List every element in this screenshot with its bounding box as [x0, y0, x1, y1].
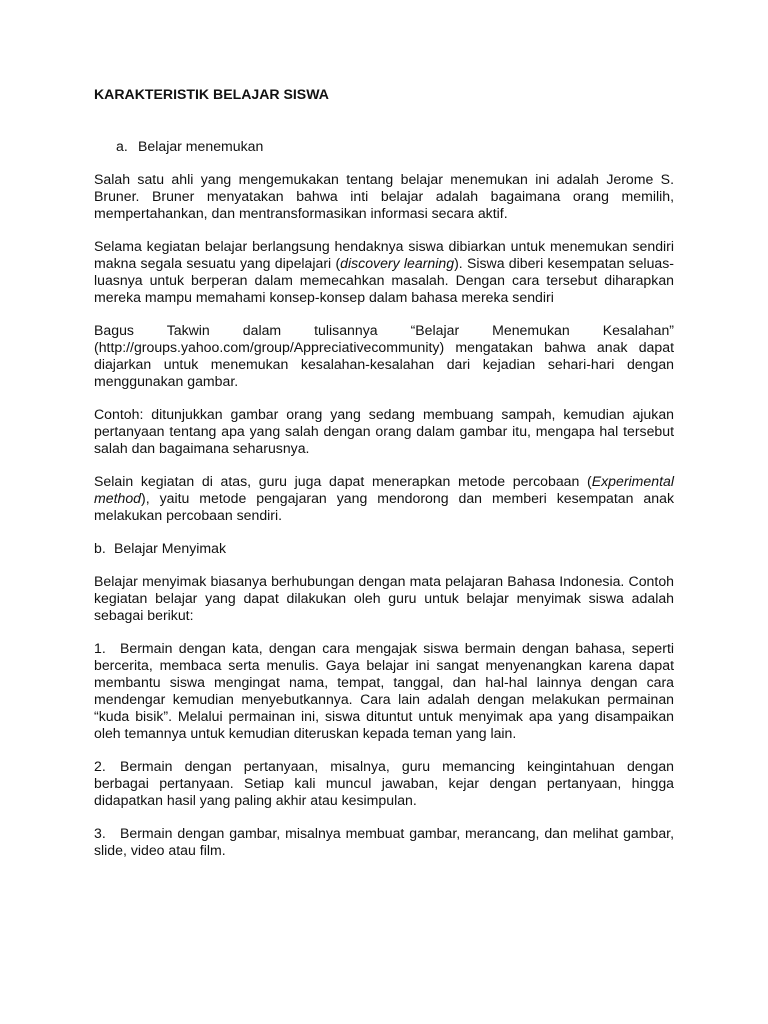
list-item-2-number: 2. [94, 758, 106, 774]
paragraph-4: Contoh: ditunjukkan gambar orang yang sedang membuang sampah, kemudian ajukan pertanyaan tentang apa yang salah dengan orang dalam gambar itu, mengapa hal tersebut salah dan bagaimana seharusnya. [94, 406, 674, 456]
paragraph-5-after: ), yaitu metode pengajaran yang mendorong dan memberi kesempatan anak melakukan percobaan sendiri. [94, 490, 674, 523]
list-item-1-text: Bermain dengan kata, dengan cara mengajak siswa bermain dengan bahasa, seperti bercerita, membaca serta menulis. Gaya belajar ini sangat menyenangkan karena dapat membantu siswa mengingat nama, tempat, tanggal, dan hal-hal lainnya dengan cara mendengar kemudian menyebutkannya. Cara lain adalah dengan melakukan permainan “kuda bisik”. Melalui permainan ini, siswa dituntut untuk menyimak apa yang disampaikan oleh temannya untuk kemudian diteruskan kepada teman yang lain. [94, 640, 674, 741]
paragraph-5 [94, 473, 674, 524]
list-item-1 [94, 640, 674, 742]
paragraph-2-italic: discovery learning [340, 255, 455, 271]
section-a-marker: a. [116, 138, 128, 154]
paragraph-5-before: Selain kegiatan di atas, guru juga dapat menerapkan metode percobaan ( [94, 473, 592, 489]
list-item-3-text: Bermain dengan gambar, misalnya membuat gambar, merancang, dan melihat gambar, slide, video atau film. [94, 825, 674, 858]
paragraph-2-before: Selama kegiatan belajar berlangsung hendaknya siswa dibiarkan untuk menemukan sendiri makna segala sesuatu yang dipelajari ( [94, 238, 674, 271]
paragraph-3: Bagus Takwin dalam tulisannya “Belajar Menemukan Kesalahan” (http://groups.yahoo.com/group/Appreciativecommunity) mengatakan bahwa anak dapat diajarkan untuk menemukan kesalahan-kesalahan dari kejadian sehari-hari dengan menggunakan gambar. [94, 322, 674, 389]
paragraph-2-after: ). Siswa diberi kesempatan seluas-luasnya untuk berperan dalam memecahkan masalah. Dengan cara tersebut diharapkan mereka mampu memahami konsep-konsep dalam bahasa mereka sendiri [94, 255, 674, 305]
paragraph-5-italic: Experimental method [94, 473, 674, 506]
section-b-heading [94, 540, 674, 557]
section-b-marker: b. [94, 540, 106, 556]
document-title: KARAKTERISTIK BELAJAR SISWA [94, 86, 329, 102]
list-item-3 [94, 825, 674, 859]
list-item-2 [94, 758, 674, 809]
section-b-title: Belajar Menyimak [114, 540, 227, 556]
section-a-heading [94, 138, 674, 155]
list-item-2-text: Bermain dengan pertanyaan, misalnya, guru memancing keingintahuan dengan berbagai pertanyaan. Setiap kali muncul jawaban, kejar dengan pertanyaan, hingga didapatkan hasil yang paling akhir atau kesimpulan. [94, 758, 674, 808]
paragraph-6: Belajar menyimak biasanya berhubungan dengan mata pelajaran Bahasa Indonesia. Contoh kegiatan belajar yang dapat dilakukan oleh guru untuk belajar menyimak siswa adalah sebagai berikut: [94, 573, 674, 623]
list-item-1-number: 1. [94, 640, 106, 656]
section-a-title: Belajar menemukan [138, 138, 264, 154]
list-item-3-number: 3. [94, 825, 106, 841]
paragraph-1: Salah satu ahli yang mengemukakan tentang belajar menemukan ini adalah Jerome S. Bruner. Bruner menyatakan bahwa inti belajar adalah bagaimana orang memilih, mempertahankan, dan mentransformasikan informasi secara aktif. [94, 171, 674, 221]
paragraph-2 [94, 238, 674, 306]
document-page [94, 86, 674, 875]
